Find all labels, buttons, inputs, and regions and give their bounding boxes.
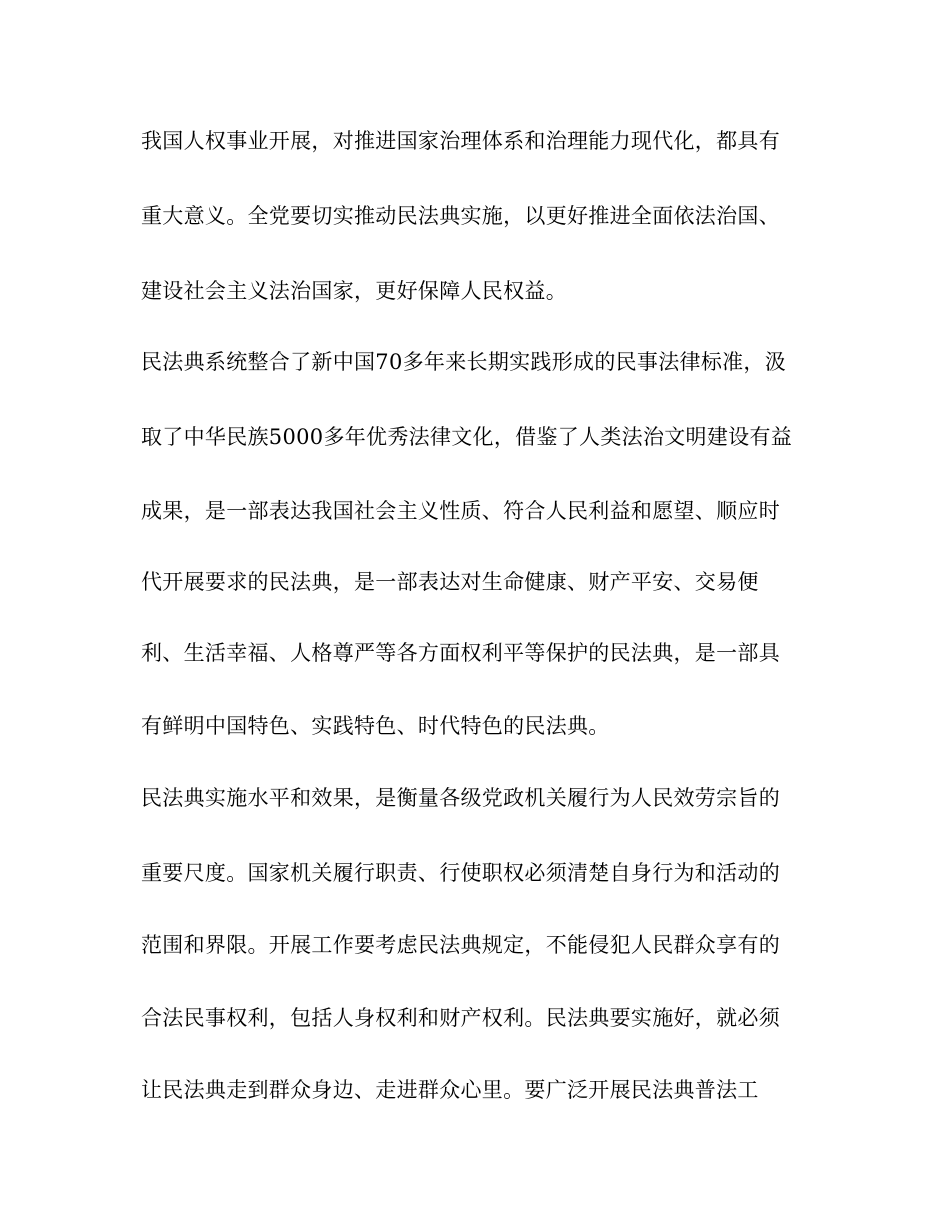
text-line-7: 代开展要求的民法典，是一部表达对生命健康、财产平安、交易便 [141,570,759,594]
text-line-14: 让民法典走到群众身边、走进群众心里。要广泛开展民法典普法工 [141,1078,759,1102]
text-line-6: 成果，是一部表达我国社会主义性质、符合人民利益和愿望、顺应时 [141,499,780,523]
text-line-12: 范围和界限。开展工作要考虑民法典规定，不能侵犯人民群众享有的 [141,933,780,957]
text-line-5: 取了中华民族5000多年优秀法律文化，借鉴了人类法治文明建设有益 [141,425,793,449]
text-line-8: 利、生活幸福、人格尊严等各方面权利平等保护的民法典，是一部具 [141,641,780,665]
text-line-1: 我国人权事业开展，对推进国家治理体系和治理能力现代化，都具有 [141,129,780,153]
text-line-3: 建设社会主义法治国家，更好保障人民权益。 [141,279,567,303]
text-line-4: 民法典系统整合了新中国70多年来长期实践形成的民事法律标准，汲 [141,350,787,374]
text-line-2: 重大意义。全党要切实推动民法典实施，以更好推进全面依法治国、 [141,204,780,228]
text-line-10: 民法典实施水平和效果，是衡量各级党政机关履行为人民效劳宗旨的 [141,786,780,810]
text-line-13: 合法民事权利，包括人身权利和财产权利。民法典要实施好，就必须 [141,1006,780,1030]
text-line-9: 有鲜明中国特色、实践特色、时代特色的民法典。 [141,714,610,738]
text-line-11: 重要尺度。国家机关履行职责、行使职权必须清楚自身行为和活动的 [141,861,780,885]
